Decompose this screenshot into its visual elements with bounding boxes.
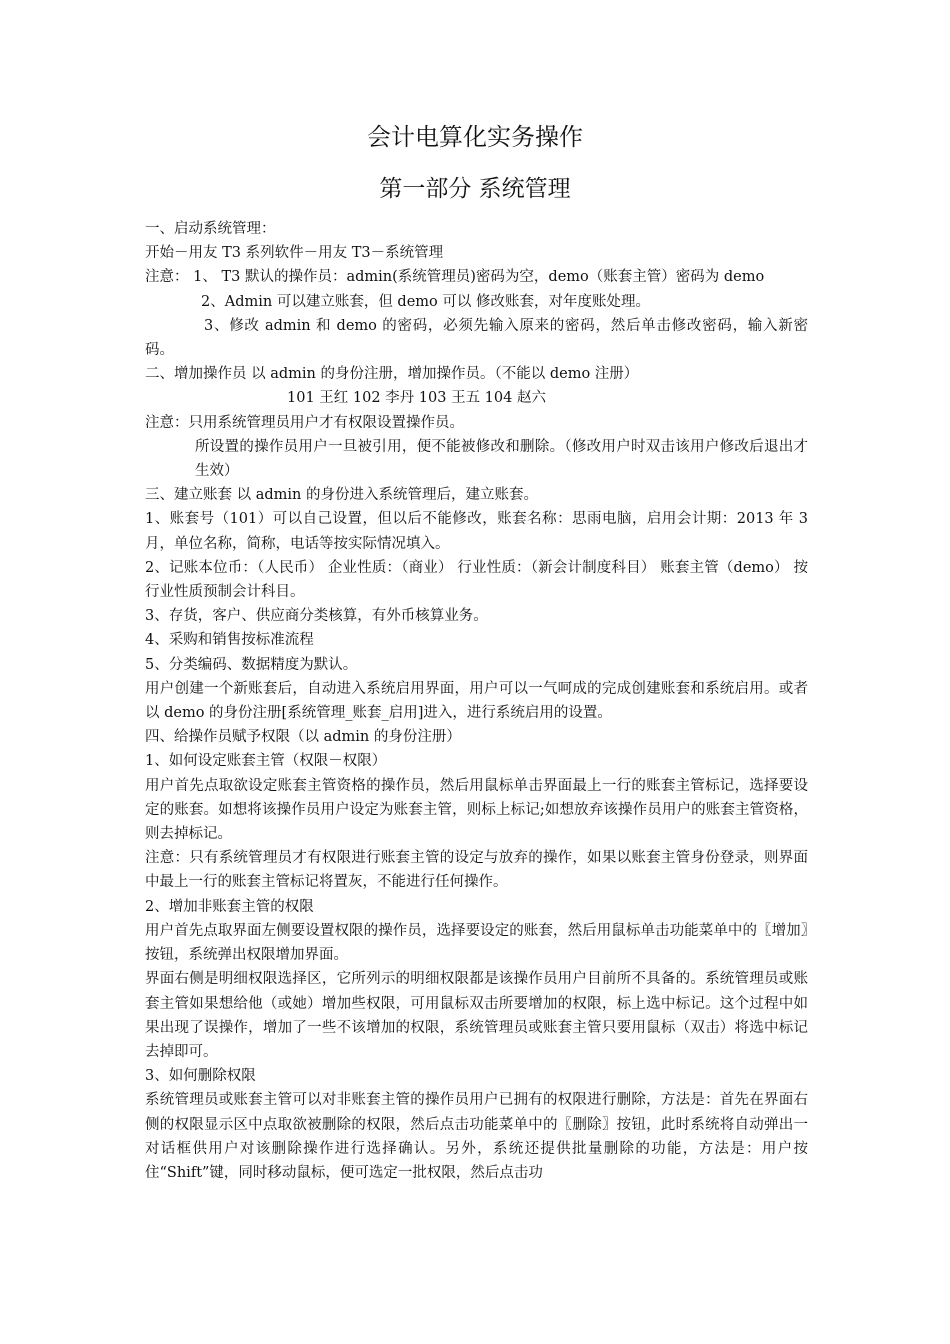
paragraph: 3、存货，客户、供应商分类核算，有外币核算业务。 <box>145 608 488 625</box>
paragraph: 用户首先点取界面左侧要设置权限的操作员，选择要设定的账套，然后用鼠标单击功能菜单中的〖增加〗按钮，系统弹出权限增加界面。 <box>145 922 808 964</box>
paragraph: 2、增加非账套主管的权限 <box>145 898 314 915</box>
note-line: 所设置的操作员用户一旦被引用，便不能被修改和删除。（修改用户时双击该用户修改后退出才生效） <box>195 438 808 480</box>
paragraph: 1、账套号（101）可以自己设置，但以后不能修改，账套名称：思雨电脑，启用会计期：2013 年 3 月，单位名称，简称，电话等按实际情况填入。 <box>145 511 808 552</box>
note-line <box>145 314 808 362</box>
paragraph: 系统管理员或账套主管可以对非账套主管的操作员用户已拥有的权限进行删除，方法是：首先在界面右侧的权限显示区中点取欲被删除的权限，然后点击功能菜单中的〖删除〗按钮，此时系统将自动弹出一对话框供用户对该删除操作进行选择确认。另外，系统还提供批量删除的功能，方法是：用户按住“Shift”键，同时移动鼠标，便可选定一批权限，然后点击功 <box>145 1092 808 1181</box>
paragraph: 2、记账本位币：（人民币） 企业性质：（商业） 行业性质：（新会计制度科目） 账套主管（demo） 按行业性质预制会计科目。 <box>145 559 808 601</box>
note-line-text: 3、修改 admin 和 demo 的密码，必须先输入原来的密码，然后单击修改密码，输入新密码。 <box>145 317 808 359</box>
operator-list: 101 王红 102 李丹 103 王五 104 赵六 <box>287 390 546 407</box>
document-body <box>145 217 808 1185</box>
paragraph: 4、采购和销售按标准流程 <box>145 632 314 649</box>
paragraph: 用户首先点取欲设定账套主管资格的操作员，然后用鼠标单击界面最上一行的账套主管标记，选择要设定的账套。如想将该操作员用户设定为账套主管，则标上标记;如想放弃该操作员用户的账套主管资格，则去掉标记。 <box>145 777 808 843</box>
paragraph: 开始－用友 T3 系列软件－用友 T3－系统管理 <box>145 245 444 262</box>
paragraph: 一、启动系统管理： <box>145 221 276 237</box>
section-title: 第一部分 系统管理 <box>379 176 571 202</box>
paragraph: 四、给操作员赋予权限（以 admin 的身份注册） <box>145 729 461 746</box>
paragraph: 界面右侧是明细权限选择区，它所列示的明细权限都是该操作员用户目前所不具备的。系统管理员或账套主管如果想给他（或她）增加些权限，可用鼠标双击所要增加的权限，标上选中标记。这个过程中如果出现了误操作，增加了一些不该增加的权限，系统管理员或账套主管只要用鼠标（双击）将选中标记去掉即可。 <box>145 971 808 1060</box>
document-title: 会计电算化实务操作 <box>367 123 583 151</box>
paragraph: 三、建立账套 以 admin 的身份进入系统管理后，建立账套。 <box>145 487 538 504</box>
note-line: 注意：只用系统管理员用户才有权限设置操作员。 <box>145 414 464 431</box>
paragraph: 用户创建一个新账套后，自动进入系统启用界面，用户可以一气呵成的完成创建账套和系统启用。或者以 demo 的身份注册[系统管理_账套_启用]进入，进行系统启用的设置。 <box>145 680 808 722</box>
paragraph: 5、分类编码、数据精度为默认。 <box>145 656 358 673</box>
paragraph: 注意：只有系统管理员才有权限进行账套主管的设定与放弃的操作，如果以账套主管身份登录，则界面中最上一行的账套主管标记将置灰，不能进行任何操作。 <box>145 850 808 891</box>
paragraph: 二、增加操作员 以 admin 的身份注册，增加操作员。（不能以 demo 注册） <box>145 366 639 383</box>
paragraph: 1、如何设定账套主管（权限－权限） <box>145 753 387 770</box>
note-line: 2、Admin 可以建立账套，但 demo 可以 修改账套，对年度账处理。 <box>201 293 650 310</box>
paragraph: 3、如何删除权限 <box>145 1068 256 1085</box>
note-line: 注意： 1、 T3 默认的操作员：admin(系统管理员)密码为空，demo（账套主管）密码为 demo <box>145 269 765 286</box>
